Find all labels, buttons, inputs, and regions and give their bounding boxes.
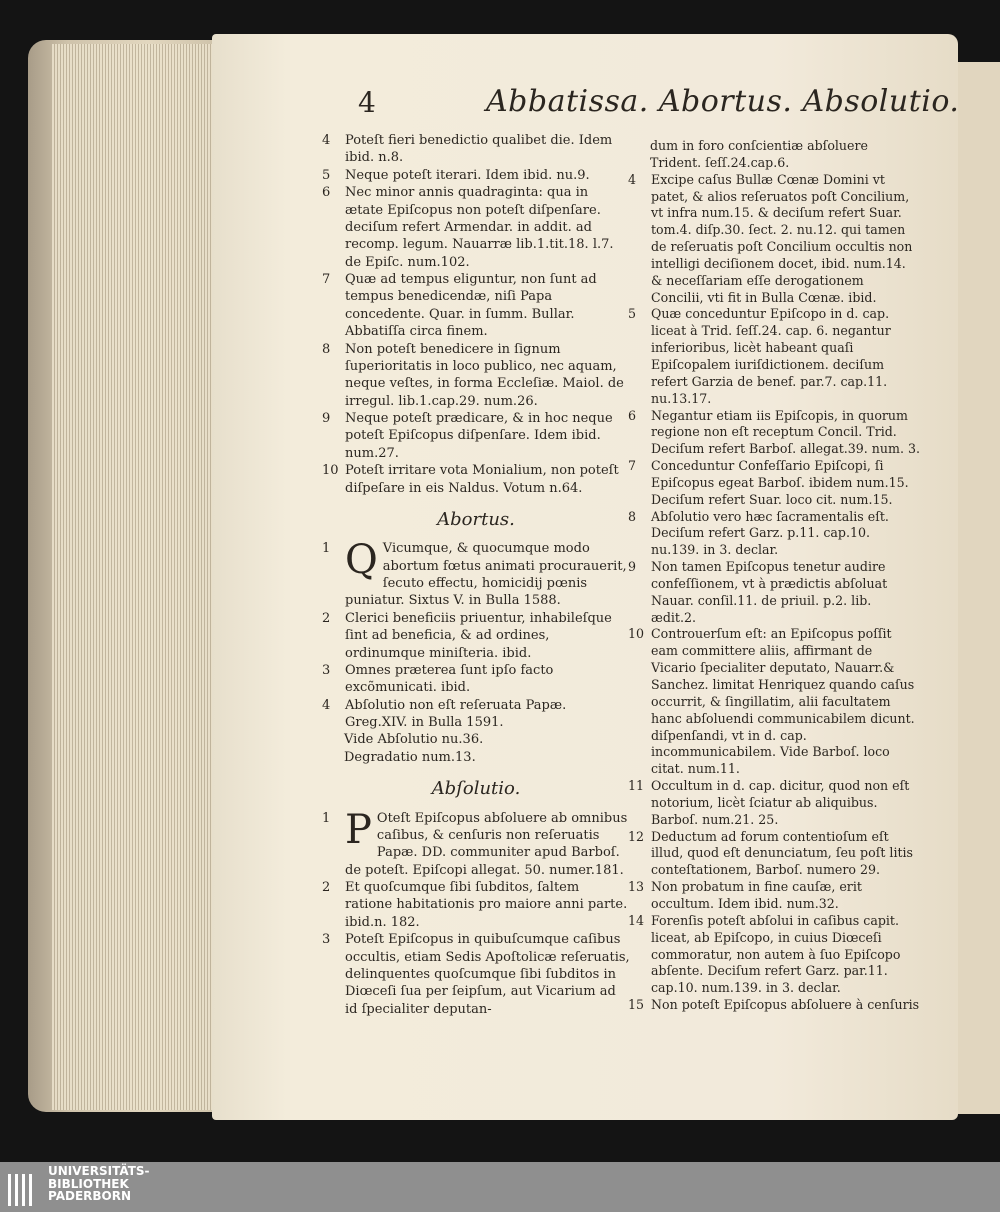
entry (628, 913, 920, 997)
heading-abortus: Abortus. (437, 508, 515, 530)
entry (322, 410, 630, 462)
entry (628, 509, 920, 560)
entry-text: Occultum in d. cap. dicitur, quod non eſt notorium, licèt ſciatur ab aliquibus. Barboſ. num.21. 25. (651, 778, 910, 827)
entry-text: Clerici beneficiis priuentur, inhabileſque ſint ad beneficia, & ad ordines, ordinumque miniſteria. ibid. (345, 610, 612, 661)
entry-number: 4 (628, 171, 637, 187)
entry-text: Neque poteſt prædicare, & in hoc neque poteſt Epiſcopus diſpenſare. Idem ibid. num.27. (345, 411, 613, 461)
entry-text: Vicumque, & quocumque modo abortum fœtus animati procurauerit, ſecuto effectu, homicidij pœnis puniatur. Sixtus V. in Bulla 1588. (345, 541, 627, 609)
entry (322, 537, 630, 610)
entry (322, 879, 630, 931)
drop-initial: Q (345, 537, 378, 584)
entry-number: 5 (322, 167, 331, 183)
entry (322, 341, 630, 411)
entry (628, 997, 920, 1014)
continuation-text: dum in foro conſcientiæ abſoluere Trident. ſeſſ.24.cap.6. (650, 138, 868, 170)
entries-abortus (322, 537, 630, 731)
entry (628, 829, 920, 880)
entry-text: Non probatum in fine cauſæ, erit occultum. Idem ibid. num.32. (651, 879, 862, 911)
entry-number: 2 (322, 610, 331, 626)
running-header: Abbatissa. Abortus. Absolutio. (486, 84, 960, 119)
entry (322, 132, 630, 167)
entry-number: 13 (628, 879, 645, 895)
entry-text: Omnes præterea ſunt ipſo facto excõmunicati. ibid. (345, 662, 554, 696)
entry-number: 7 (628, 458, 637, 474)
entry (322, 931, 630, 1018)
entry-number: 15 (628, 997, 645, 1013)
entry-number: 4 (322, 133, 331, 148)
drop-initial: P (345, 806, 372, 853)
entry (628, 458, 920, 509)
entry (628, 559, 920, 626)
entry-number: 3 (322, 932, 331, 948)
entry (322, 271, 630, 341)
entry (322, 167, 630, 184)
entry (322, 806, 630, 880)
entry-text: Poteſt irritare vota Monialium, non poteſt diſpeſare in eis Naldus. Votum n.64. (345, 463, 619, 496)
entries-absolutio (322, 806, 630, 1019)
entries-abbatissa (322, 132, 630, 497)
entry-number: 14 (628, 912, 645, 928)
entry (322, 610, 630, 662)
entry-number: 5 (628, 306, 637, 322)
library-name-line3: PADERBORN (48, 1189, 132, 1203)
entry (628, 306, 920, 407)
entry-number: 10 (322, 463, 339, 479)
entry-text: Abſolutio vero hæc ſacramentalis eſt. Deciſum refert Garz. p.11. cap.10. nu.139. in 3. declar. (651, 508, 889, 558)
entry-number: 10 (628, 626, 645, 642)
entry-number: 9 (322, 411, 331, 426)
entry-number: 4 (322, 697, 331, 713)
entry (322, 662, 630, 697)
facing-page-edge (955, 62, 1000, 1114)
entry-text: Quæ ad tempus eliguntur, non ſunt ad tempus benedicendæ, niſi Papa concedente. Quar. in ſumm. Bullar. Abbatiſſa circa finem. (345, 272, 597, 340)
entry-number: 2 (322, 880, 331, 895)
page-number: 4 (358, 86, 376, 119)
entries-absolutio-cont (628, 172, 920, 1014)
entry-number: 1 (322, 810, 331, 826)
page-edges (52, 44, 220, 1110)
entry-text: Nec minor annis quadraginta: qua in ætate Epiſcopus non poteſt diſpenſare. deciſum refert Armendar. in addit. ad recomp. legum. Nauarræ lib.1.tit.18. l.7. de Epiſc. num.102. (345, 185, 614, 270)
entry-text: Deductum ad forum contentioſum eſt illud, quod eſt denunciatum, ſeu poſt litis conteſtationem, Barboſ. numero 29. (651, 828, 914, 878)
entry-text: Quæ conceduntur Epiſcopo in d. cap. liceat à Trid. ſeſſ.24. cap. 6. negantur inferioribus, licèt habeant quaſi Epiſcopalem iuriſdictionem. deciſum refert Garzia de benef. par.7. cap.11. nu.13.17. (651, 306, 891, 406)
entry-number: 1 (322, 541, 331, 557)
see-also-absolutio: Vide Abſolutio nu.36. (344, 732, 484, 748)
entry-number: 7 (322, 272, 331, 287)
entry (322, 462, 630, 497)
entry-text: Oteſt Epiſcopus abſoluere ab omnibus caſibus, & cenſuris non reſeruatis Papæ. DD. communiter apud Barboſ. de poteſt. Epiſcopi allegat. 50. numer.181. (345, 810, 628, 878)
entry-text: Abſolutio non eſt reſeruata Papæ. Greg.XIV. in Bulla 1591. (345, 697, 567, 730)
entry-text: Poteſt fieri benedictio qualibet die. Idem ibid. n.8. (345, 133, 613, 166)
entry-text: Non poteſt benedicere in ſignum ſuperioritatis in loco publico, nec aquam, neque veſtes, in forma Eccleſiæ. Maiol. de irregul. lib.1.cap.29. num.26. (345, 341, 624, 409)
entry (322, 184, 630, 271)
entry-number: 3 (322, 662, 331, 678)
entry-number: 8 (322, 341, 331, 357)
entry-text: Non poteſt Epiſcopus abſoluere à cenſuris (651, 997, 920, 1013)
entry-text: Negantur etiam iis Epiſcopis, in quorum regione non eſt receptum Concil. Trid. Deciſum refert Barboſ. allegat.39. num. 3. (651, 407, 920, 457)
entry-text: Excipe caſus Bullæ Cœnæ Domini vt patet, & alios reſeruatos poſt Concilium, vt infra num.15. & deciſum refert Suar. tom.4. diſp.30. ſect. 2. nu.12. qui tamen de reſeruatis poſt Concilium occultis non intelligi deciſionem docet, ibid. num.14. & neceſſariam eſſe derogationem Concilii, vti fit in Bulla Cœnæ. ibid. (651, 171, 913, 305)
entry-number: 12 (628, 828, 645, 844)
library-footer (0, 1162, 1000, 1212)
entry-text: Non tamen Epiſcopus tenetur audire confeſſionem, vt à prædictis abſoluat Nauar. conſil.11. de priuil. p.2. lib. ædit.2. (651, 559, 888, 625)
heading-absolutio: Abſolutio. (431, 778, 521, 800)
entry-text: Controuerſum eſt: an Epiſcopus poſſit eam committere aliis, affirmant de Vicario ſpecialiter deputato, Nauarr.& Sanchez. limitat Henriquez quando caſus occurrit, & ſingillatim, alii facultatem hanc abſoluendi communicabilem dicunt. diſpenſandi, vt in d. cap. incommunicabilem. Vide Barboſ. loco citat. num.11. (651, 626, 915, 777)
entry-number: 8 (628, 508, 637, 524)
entry (628, 626, 920, 778)
entry (628, 172, 920, 307)
entry (628, 778, 920, 829)
see-also-degradatio: Degradatio num.13. (344, 749, 476, 765)
entry-number: 6 (628, 407, 637, 423)
entry-text: Neque poteſt iterari. Idem ibid. nu.9. (345, 167, 590, 183)
library-name-line1: UNIVERSITÄTS- (48, 1164, 150, 1178)
entry (322, 697, 630, 732)
library-name (48, 1165, 150, 1203)
entry-number: 11 (628, 778, 645, 794)
right-column (628, 138, 920, 1014)
entry (628, 879, 920, 913)
library-logo-icon (6, 1172, 34, 1208)
entry-text: Et quoſcumque ſibi ſubditos, ſaltem ratione habitationis pro maiore anni parte. ibid.n. 182. (345, 880, 628, 930)
entry-number: 6 (322, 185, 331, 201)
entry (628, 408, 920, 459)
library-name-line2: BIBLIOTHEK (48, 1176, 129, 1191)
entry-text: Forenſis poteſt abſolui in caſibus capit. liceat, ab Epiſcopo, in cuius Diœceſi commoratur, non autem à ſuo Epiſcopo abſente. Deciſum refert Garz. par.11. cap.10. num.139. in 3. declar. (651, 912, 901, 996)
entry-number: 9 (628, 559, 637, 575)
left-column (322, 132, 630, 1018)
entry-text: Poteſt Epiſcopus in quibuſcumque caſibus occultis, etiam Sedis Apoſtolicæ reſeruatis, delinquentes quoſcumque ſibi ſubditos in Diœceſi ſua per ſeipſum, aut Vicarium ad id ſpecialiter deputan- (345, 932, 630, 1017)
entry-text: Conceduntur Confeſſario Epiſcopi, ſi Epiſcopus egeat Barboſ. ibidem num.15. Deciſum refert Suar. loco cit. num.15. (651, 458, 909, 507)
